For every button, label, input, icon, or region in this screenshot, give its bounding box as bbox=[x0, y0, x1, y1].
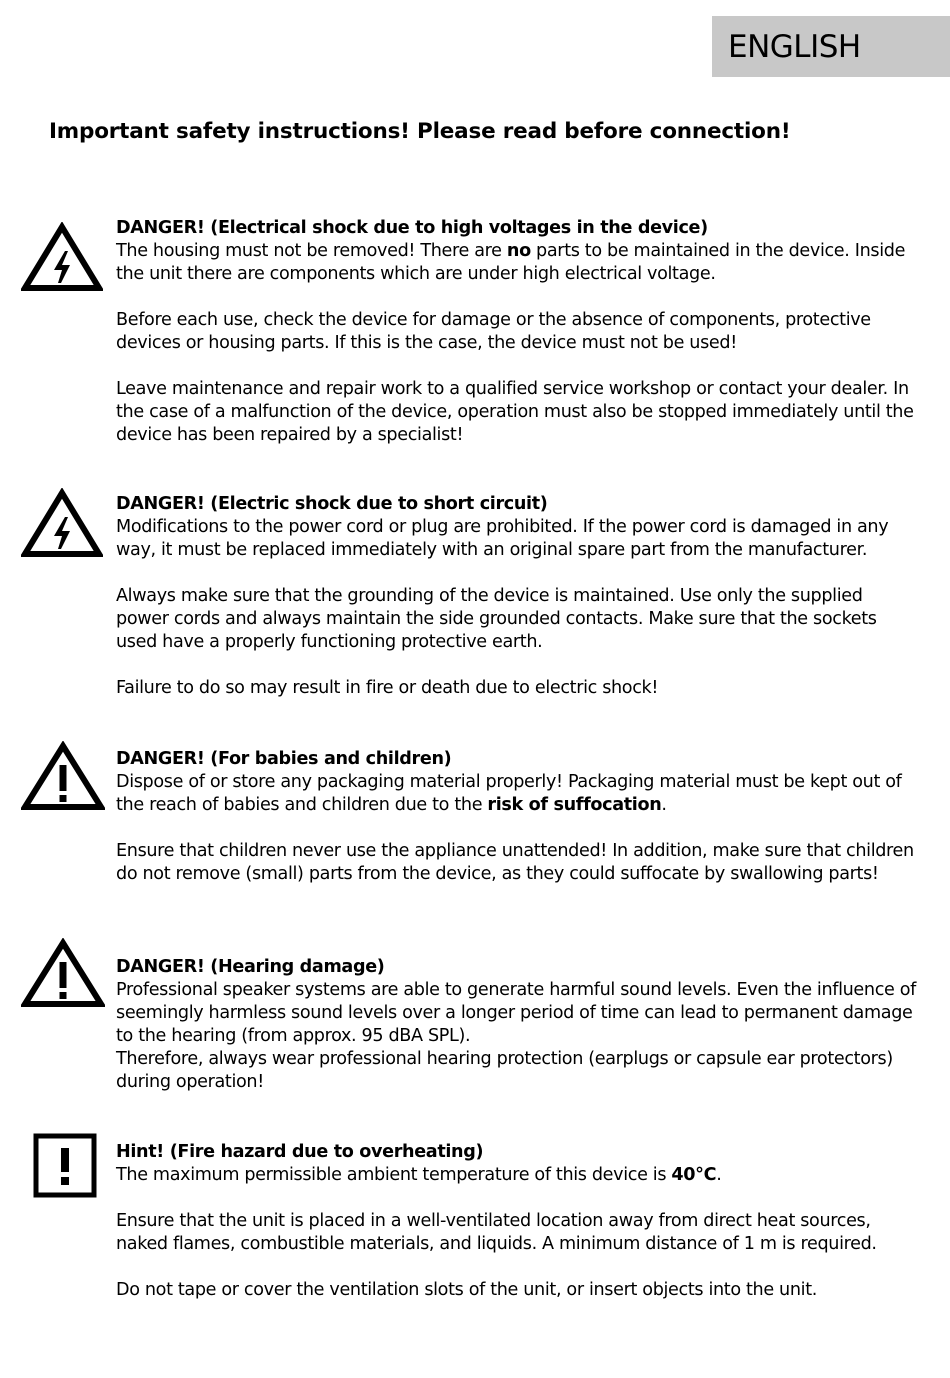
section-electrical-shock bbox=[116, 217, 916, 447]
hint-exclamation-box-icon bbox=[33, 1133, 97, 1199]
section-paragraph: Dispose of or store any packaging material properly! Packaging material must be kept out of the reach of babies and children due to the risk of suffocation. bbox=[116, 772, 902, 815]
high-voltage-warning-icon bbox=[21, 488, 103, 558]
page-title: Important safety instructions! Please read before connection! bbox=[49, 119, 791, 144]
section-paragraph: Ensure that children never use the appliance unattended! In addition, make sure that children do not remove (small) parts from the device, as they could suffocate by swallowing parts! bbox=[116, 841, 914, 884]
section-heading: DANGER! (For babies and children) bbox=[116, 749, 452, 769]
section-fire-hazard bbox=[116, 1141, 916, 1302]
section-paragraph: Leave maintenance and repair work to a qualified service workshop or contact your dealer. In the case of a malfunction of the device, operation must also be stopped immediately until the device has been repaired by a specialist! bbox=[116, 379, 914, 445]
section-hearing-damage bbox=[116, 956, 916, 1094]
section-paragraph: Ensure that the unit is placed in a well-ventilated location away from direct heat sources, naked flames, combustible materials, and liquids. A minimum distance of 1 m is required. bbox=[116, 1211, 877, 1254]
section-paragraph: Modifications to the power cord or plug are prohibited. If the power cord is damaged in any way, it must be replaced immediately with an original spare part from the manufacturer. bbox=[116, 517, 889, 560]
section-heading: DANGER! (Electric shock due to short circuit) bbox=[116, 494, 548, 514]
language-tab bbox=[712, 16, 950, 77]
section-paragraph: Before each use, check the device for damage or the absence of components, protective devices or housing parts. If this is the case, the device must not be used! bbox=[116, 310, 871, 353]
section-paragraph: Failure to do so may result in fire or death due to electric shock! bbox=[116, 678, 659, 698]
section-heading: DANGER! (Hearing damage) bbox=[116, 957, 385, 977]
general-warning-icon bbox=[21, 741, 105, 811]
high-voltage-warning-icon bbox=[21, 222, 103, 292]
section-heading: DANGER! (Electrical shock due to high voltages in the device) bbox=[116, 218, 708, 238]
section-paragraph: Therefore, always wear professional hearing protection (earplugs or capsule ear protectors) during operation! bbox=[116, 1049, 893, 1092]
section-paragraph: Do not tape or cover the ventilation slots of the unit, or insert objects into the unit. bbox=[116, 1280, 817, 1300]
general-warning-icon bbox=[21, 938, 105, 1008]
section-paragraph: Professional speaker systems are able to generate harmful sound levels. Even the influence of seemingly harmless sound levels over a longer period of time can lead to permanent damage to the hearing (from approx. 95 dBA SPL). bbox=[116, 980, 917, 1046]
section-babies-children bbox=[116, 748, 916, 886]
language-label: ENGLISH bbox=[728, 29, 861, 65]
section-short-circuit bbox=[116, 493, 916, 700]
section-heading: Hint! (Fire hazard due to overheating) bbox=[116, 1142, 484, 1162]
section-paragraph: The housing must not be removed! There are no parts to be maintained in the device. Inside the unit there are components which are under high electrical voltage. bbox=[116, 241, 906, 284]
section-paragraph: Always make sure that the grounding of the device is maintained. Use only the supplied power cords and always maintain the side grounded contacts. Make sure that the sockets used have a properly functioning protective earth. bbox=[116, 586, 877, 652]
section-paragraph: The maximum permissible ambient temperature of this device is 40°C. bbox=[116, 1165, 722, 1185]
